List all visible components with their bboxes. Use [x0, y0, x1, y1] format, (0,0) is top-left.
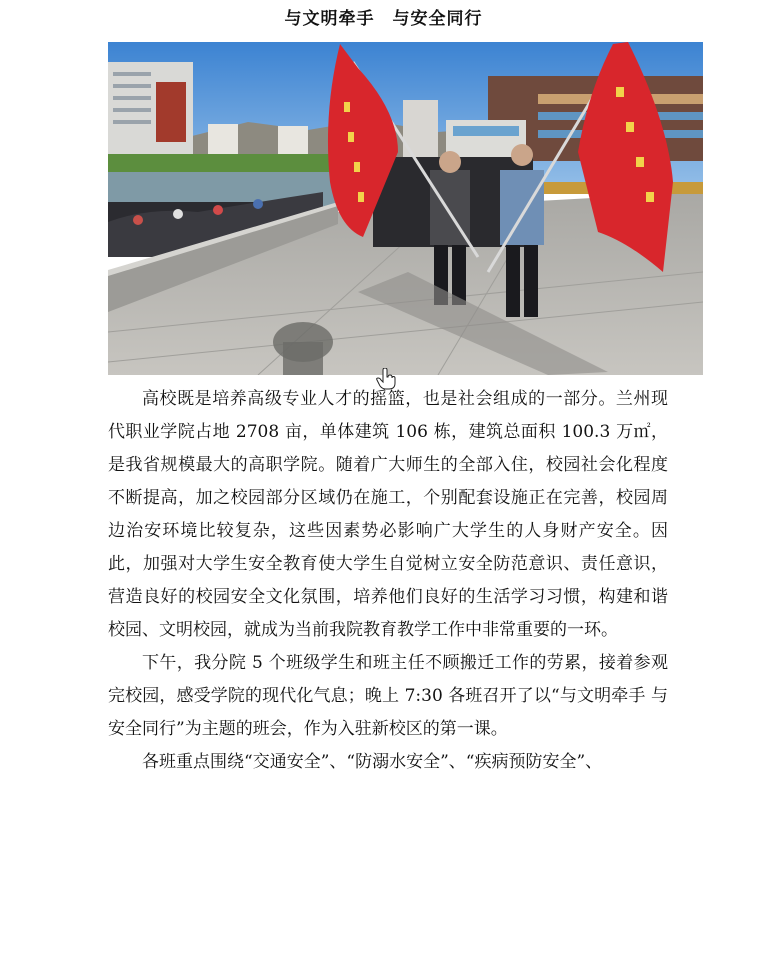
article-body: [108, 383, 668, 779]
paragraph-2: 下午，我分院 5 个班级学生和班主任不顾搬迁工作的劳累，接着参观完校园，感受学院的现代化气息；晚上 7:30 各班召开了以“与文明牵手 与安全同行”为主题的班会，作为入驻新校区的第一课。: [108, 653, 668, 739]
page-title: 与文明牵手 与安全同行: [284, 9, 483, 29]
paragraph-3: 各班重点围绕“交通安全”、“防溺水安全”、“疾病预防安全”、: [142, 752, 603, 772]
campus-flag-bearers-photo: [108, 42, 703, 375]
paragraph-1: 高校既是培养高级专业人才的摇篮，也是社会组成的一部分。兰州现代职业学院占地 2708 亩，单体建筑 106 栋，建筑总面积 100.3 万㎡，是我省规模最大的高职学院。随着广大师生的全部入住，校园社会化程度不断提高，加之校园部分区域仍在施工，个别配套设施正在完善，校园周边治安环境比较复杂，这些因素势必影响广大学生的人身财产安全。因此，加强对大学生安全教育使大学生自觉树立安全防范意识、责任意识，营造良好的校园安全文化氛围，培养他们良好的生活学习习惯，构建和谐校园、文明校园，就成为当前我院教育教学工作中非常重要的一环。: [108, 389, 668, 640]
